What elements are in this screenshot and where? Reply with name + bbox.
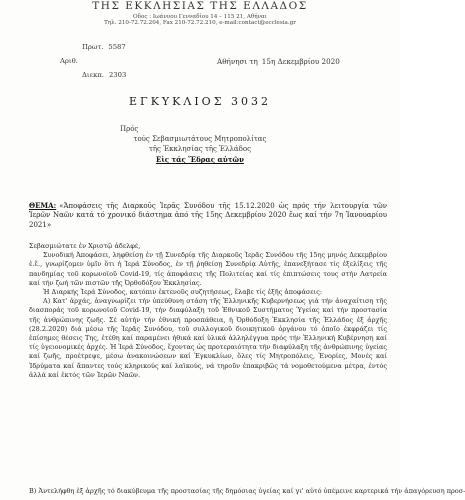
body-paragraph-3: Α) Κατ' ἀρχάς, ἀναγνωρίζει τήν ὑπεύθυνη στάση τῆς Ἑλληνικῆς Κυβερνήσεως γιά τήν ἀναχαίτιση τῆς διασποράς τοῦ κορωνοϊοῦ Covid-19, τήν διαφύλαξη τοῦ Ἐθνικοῦ Συστήματος Ὑγείας καί τήν προστασία τῆς ἀνθρώπινης ζωῆς. Σέ αὐτήν τήν ἐθνική προσπάθεια, ἡ Ὀρθόδοξη Ἐκκλησία τῆς Ἑλλάδος ἐξ ἀρχῆς (28.2.2020) διά μέσω τῆς Ἱερᾶς Συνόδου, τοῦ συλλογικοῦ διοικητικοῦ ὀργάνου τό ὁποῖο ἐκφράζει τίς ἐπίσημες θέσεις Της, ἐτέθη καί παραμένει ἠθικά καί ὑλικά ἀλληλέγγυα πρός τήν Ἑλληνική Κυβέρνηση καί τίς ὑγειονομικές ἀρχές. Ἡ Ἱερά Σύνοδος, ἔχοντας ὡς προτεραιότητα τήν διαφύλαξη τῆς ἀνθρώπινης ὑγείας καί ζωῆς, προέτρεψε, μέσω ἀνακοινώσεων καί Ἐγκυκλίων, ὅλες τίς Μητροπόλεις, Ἐνορίες, Μονές καί Ἱδρύματα καί ἅπαντες τούς κληρικούς καί λαϊκούς, νά τηροῦν ἐπακριβῶς τά νομοθετούμενα μέτρα, ἐντός ἀλλά καί ἐκτός τῶν Ἱερῶν Ναῶν. (29, 297, 387, 379)
subject-label: ΘΕΜΑ: (29, 201, 57, 210)
protocol-number (82, 43, 126, 51)
date-value: 15η Δεκεμβρίου 2020 (261, 57, 340, 66)
diekp-value: 2303 (108, 71, 127, 79)
letterhead-phone-email: Τηλ. 210-72.72.204, Fax 210-72.72.210, e-mail:contact@ecclesia.gr (104, 20, 296, 26)
addressee-seats: Εἰς τάς Ἕδρας αὐτῶν (156, 155, 244, 164)
protocol-value: 5587 (108, 43, 126, 51)
date-label: Αθήνησι τη (217, 57, 258, 66)
body-paragraph-2: Ἡ Διαρκής Ἱερά Σύνοδος, κατόπιν ἐκτενοῦς συζητήσεως, ἔλαβε τίς ἑξῆς ἀποφάσεις: (43, 288, 323, 297)
diekp-label: Διεκπ. (82, 71, 104, 79)
body-paragraph-4: Β) Ἀντελήφθη ἐξ ἀρχῆς τό διακύβευμα τῆς προστασίας τῆς δημόσιας ὑγείας καί γι' αὐτό ὑπέμεινε καρτερικά τήν ἀπαγόρευση προσ- (29, 487, 465, 495)
diekp-number (82, 71, 126, 79)
subject-block (29, 201, 387, 230)
letterhead-address: Oδος : Ιωάννου Γενναδίου 14 – 115 21, Αθήναι (133, 14, 267, 20)
arithmos-label: Αριθ. (60, 57, 78, 65)
subject-text: «Ἀποφάσεις τῆς Διαρκοῦς Ἱερᾶς Συνόδου τῆς 15.12.2020 ὡς πρός τήν λειτουργία τῶν Ἱερῶν Ναῶν κατά τό χρονικό διάστημα ἀπό τῆς 15ης Δεκεμβρίου 2020 ἕως καί τήν 7η Ἰανουαρίου 2021» (29, 202, 387, 229)
body-paragraph-1: Συνοδική Ἀποφάσει, ληφθείσῃ ἐν τῇ Συνεδρίᾳ τῆς Διαρκοῦς Ἱερᾶς Συνόδου τῆς 15ης μηνός Δεκεμβρίου ἐ.ἔ., γνωρίζομεν ὑμῖν ὅτι ἡ Ἱερά Σύνοδος, ἐν τῇ ῥηθείσῃ Συνεδρίᾳ Αὐτῆς, ἐπανεξήτασε τίς ἐξελίξεις τῆς πανδημίας τοῦ κορωνοϊοῦ Covid-19, τίς ἀποφάσεις τῆς Πολιτείας καί τίς ἐπιπτώσεις τους στήν Λατρεία καί τήν ζωή τῶν πιστῶν τῆς Ὀρθοδόξου Ἐκκλησίας. (29, 251, 387, 287)
protocol-label: Πρωτ. (82, 43, 104, 51)
addressee-block (0, 125, 400, 165)
addressee-to: Πρός (120, 125, 139, 133)
letter-body (29, 242, 387, 380)
greeting: Σεβασμιώτατε ἐν Χριστῷ ἀδελφέ, (29, 242, 141, 250)
circular-title: ΕΓΚΥΚΛΙΟΣ 3032 (129, 95, 271, 108)
addressee-church: τῆς Ἐκκλησίας τῆς Ἑλλάδος (148, 145, 251, 153)
letterhead-contact (0, 14, 400, 26)
issue-date (217, 57, 340, 66)
addressee-recipients: τούς Σεβασμιωτάτους Μητροπολίτας (133, 135, 267, 143)
letterhead-title: ΤΗΣ ΕΚΚΛΗΣΙΑΣ ΤΗΣ ΕΛΛΑΔΟΣ (92, 0, 308, 12)
